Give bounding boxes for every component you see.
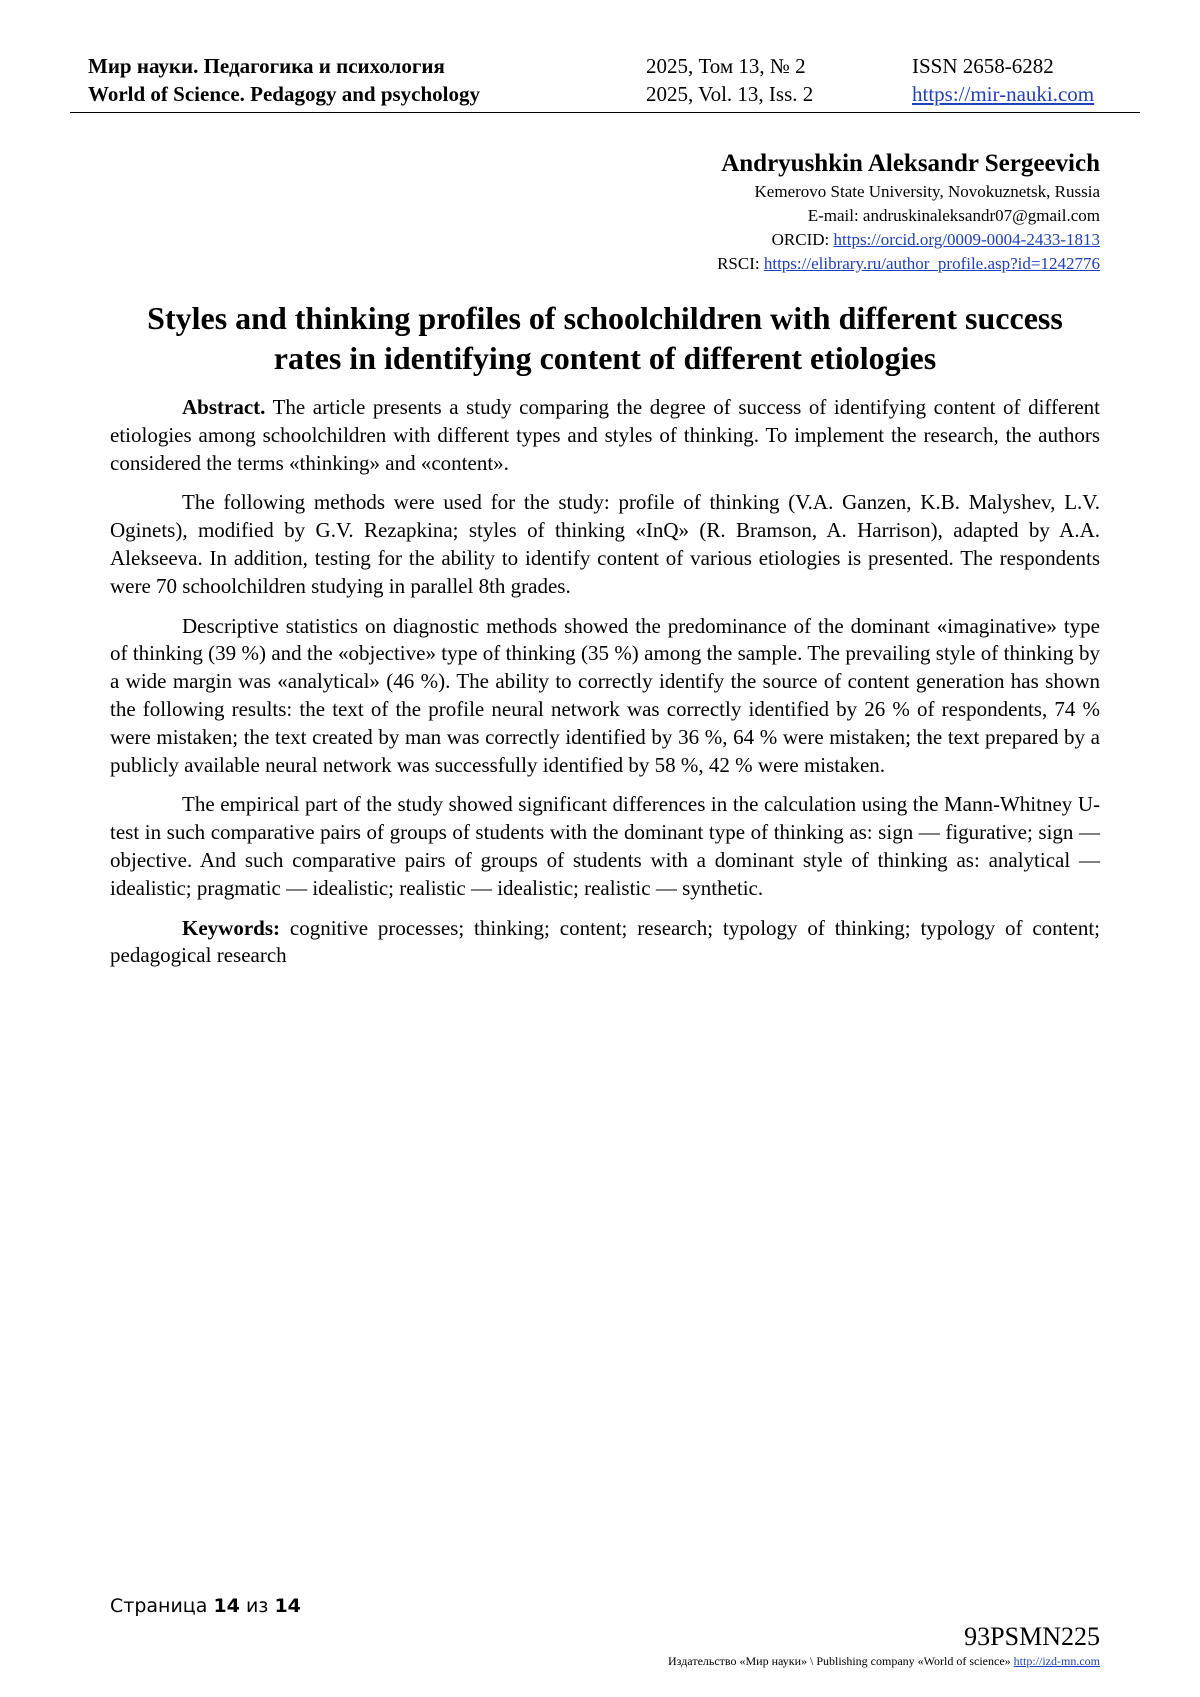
issue-block [646,52,813,108]
author-orcid-line [400,228,1100,252]
author-name: Andryushkin Aleksandr Sergeevich [721,150,1100,177]
keywords-paragraph [110,915,1100,971]
journal-title-block [88,52,480,108]
publisher-line [668,1654,1100,1669]
journal-title-en: World of Science. Pedagogy and psychology [88,82,481,106]
page-prefix: Страница [110,1595,208,1617]
abstract-paragraph-3: Descriptive statistics on diagnostic methods showed the predominance of the dominant «imaginative» type of thinking (39 %) and the «objective» type of thinking (35 %) among the sample. The prevailing style of thinking by a wide margin was «analytical» (46 %). The ability to correctly identify the source of content generation has shown the following results: the text of the profile neural network was correctly identified by 26 % of respondents, 74 % were mistaken; the text created by man was correctly identified by 36 %, 64 % were mistaken; the text prepared by a publicly available neural network was successfully identified by 58 %, 42 % were mistaken. [110,613,1100,777]
author-block [400,148,1100,276]
issue-ru: 2025, Том 13, № 2 [646,54,806,78]
author-email-line [400,204,1100,228]
page-total: 14 [274,1595,301,1617]
email-label: E-mail: [807,206,859,225]
abstract-paragraph-4: The empirical part of the study showed significant differences in the calculation using the Mann-Whitney U-test in such comparative pairs of groups of students with the dominant type of thinking as: sign — figurative; sign — objective. And such comparative pairs of groups of students with a dominant style of thinking as: analytical — idealistic; pragmatic — idealistic; realistic — idealistic; realistic — synthetic. [110,792,1100,900]
abstract-label: Abstract. [182,395,266,419]
publisher-text: Издательство «Мир науки» \ Publishing company «World of science» [668,1654,1011,1668]
abstract-paragraph-1 [110,394,1100,477]
journal-header [70,50,1140,113]
author-email: andruskinaleksandr07@gmail.com [862,206,1100,225]
journal-website-link[interactable]: https://mir-nauki.com [912,82,1095,106]
issn-block [912,52,1094,108]
keywords-text: cognitive processes; thinking; content; research; typology of thinking; typology of content; pedagogical research [110,915,1101,968]
abstract-paragraph-2: The following methods were used for the study: profile of thinking (V.A. Ganzen, K.B. Malyshev, L.V. Oginets), modified by G.V. Rezapkina; styles of thinking «InQ» (R. Bramson, A. Harrison), adapted by A.A. Alekseeva. In addition, testing for the ability to identify content of various etiologies is presented. The respondents were 70 schoolchildren studying in parallel 8th grades. [110,490,1100,598]
journal-title-ru: Мир науки. Педагогика и психология [88,54,445,78]
orcid-label: ORCID: [771,230,830,249]
issue-en: 2025, Vol. 13, Iss. 2 [646,82,814,106]
issn: ISSN 2658-6282 [912,54,1054,78]
article-code: 93PSMN225 [964,1622,1100,1651]
keywords-label: Keywords: [182,915,280,940]
orcid-link[interactable]: https://orcid.org/0009-0004-2433-1813 [833,230,1100,249]
page-number [110,1595,301,1617]
author-affiliation: Kemerovo State University, Novokuznetsk, Russia [754,182,1100,201]
rsci-label: RSCI: [717,254,760,273]
article-title: Styles and thinking profiles of schoolchildren with different success rates in identifying content of different etiologies [147,300,1063,376]
author-rsci-line [400,252,1100,276]
page-separator: из [245,1595,269,1617]
publisher-link[interactable]: http://izd-mn.com [1013,1654,1100,1668]
article-body [110,394,1100,982]
page-current: 14 [213,1595,240,1617]
rsci-link[interactable]: https://elibrary.ru/author_profile.asp?id=1242776 [763,254,1100,273]
abstract-text-1: The article presents a study comparing the degree of success of identifying content of different etiologies among schoolchildren with different types and styles of thinking. To implement the research, the authors considered the terms «thinking» and «content». [110,395,1100,475]
